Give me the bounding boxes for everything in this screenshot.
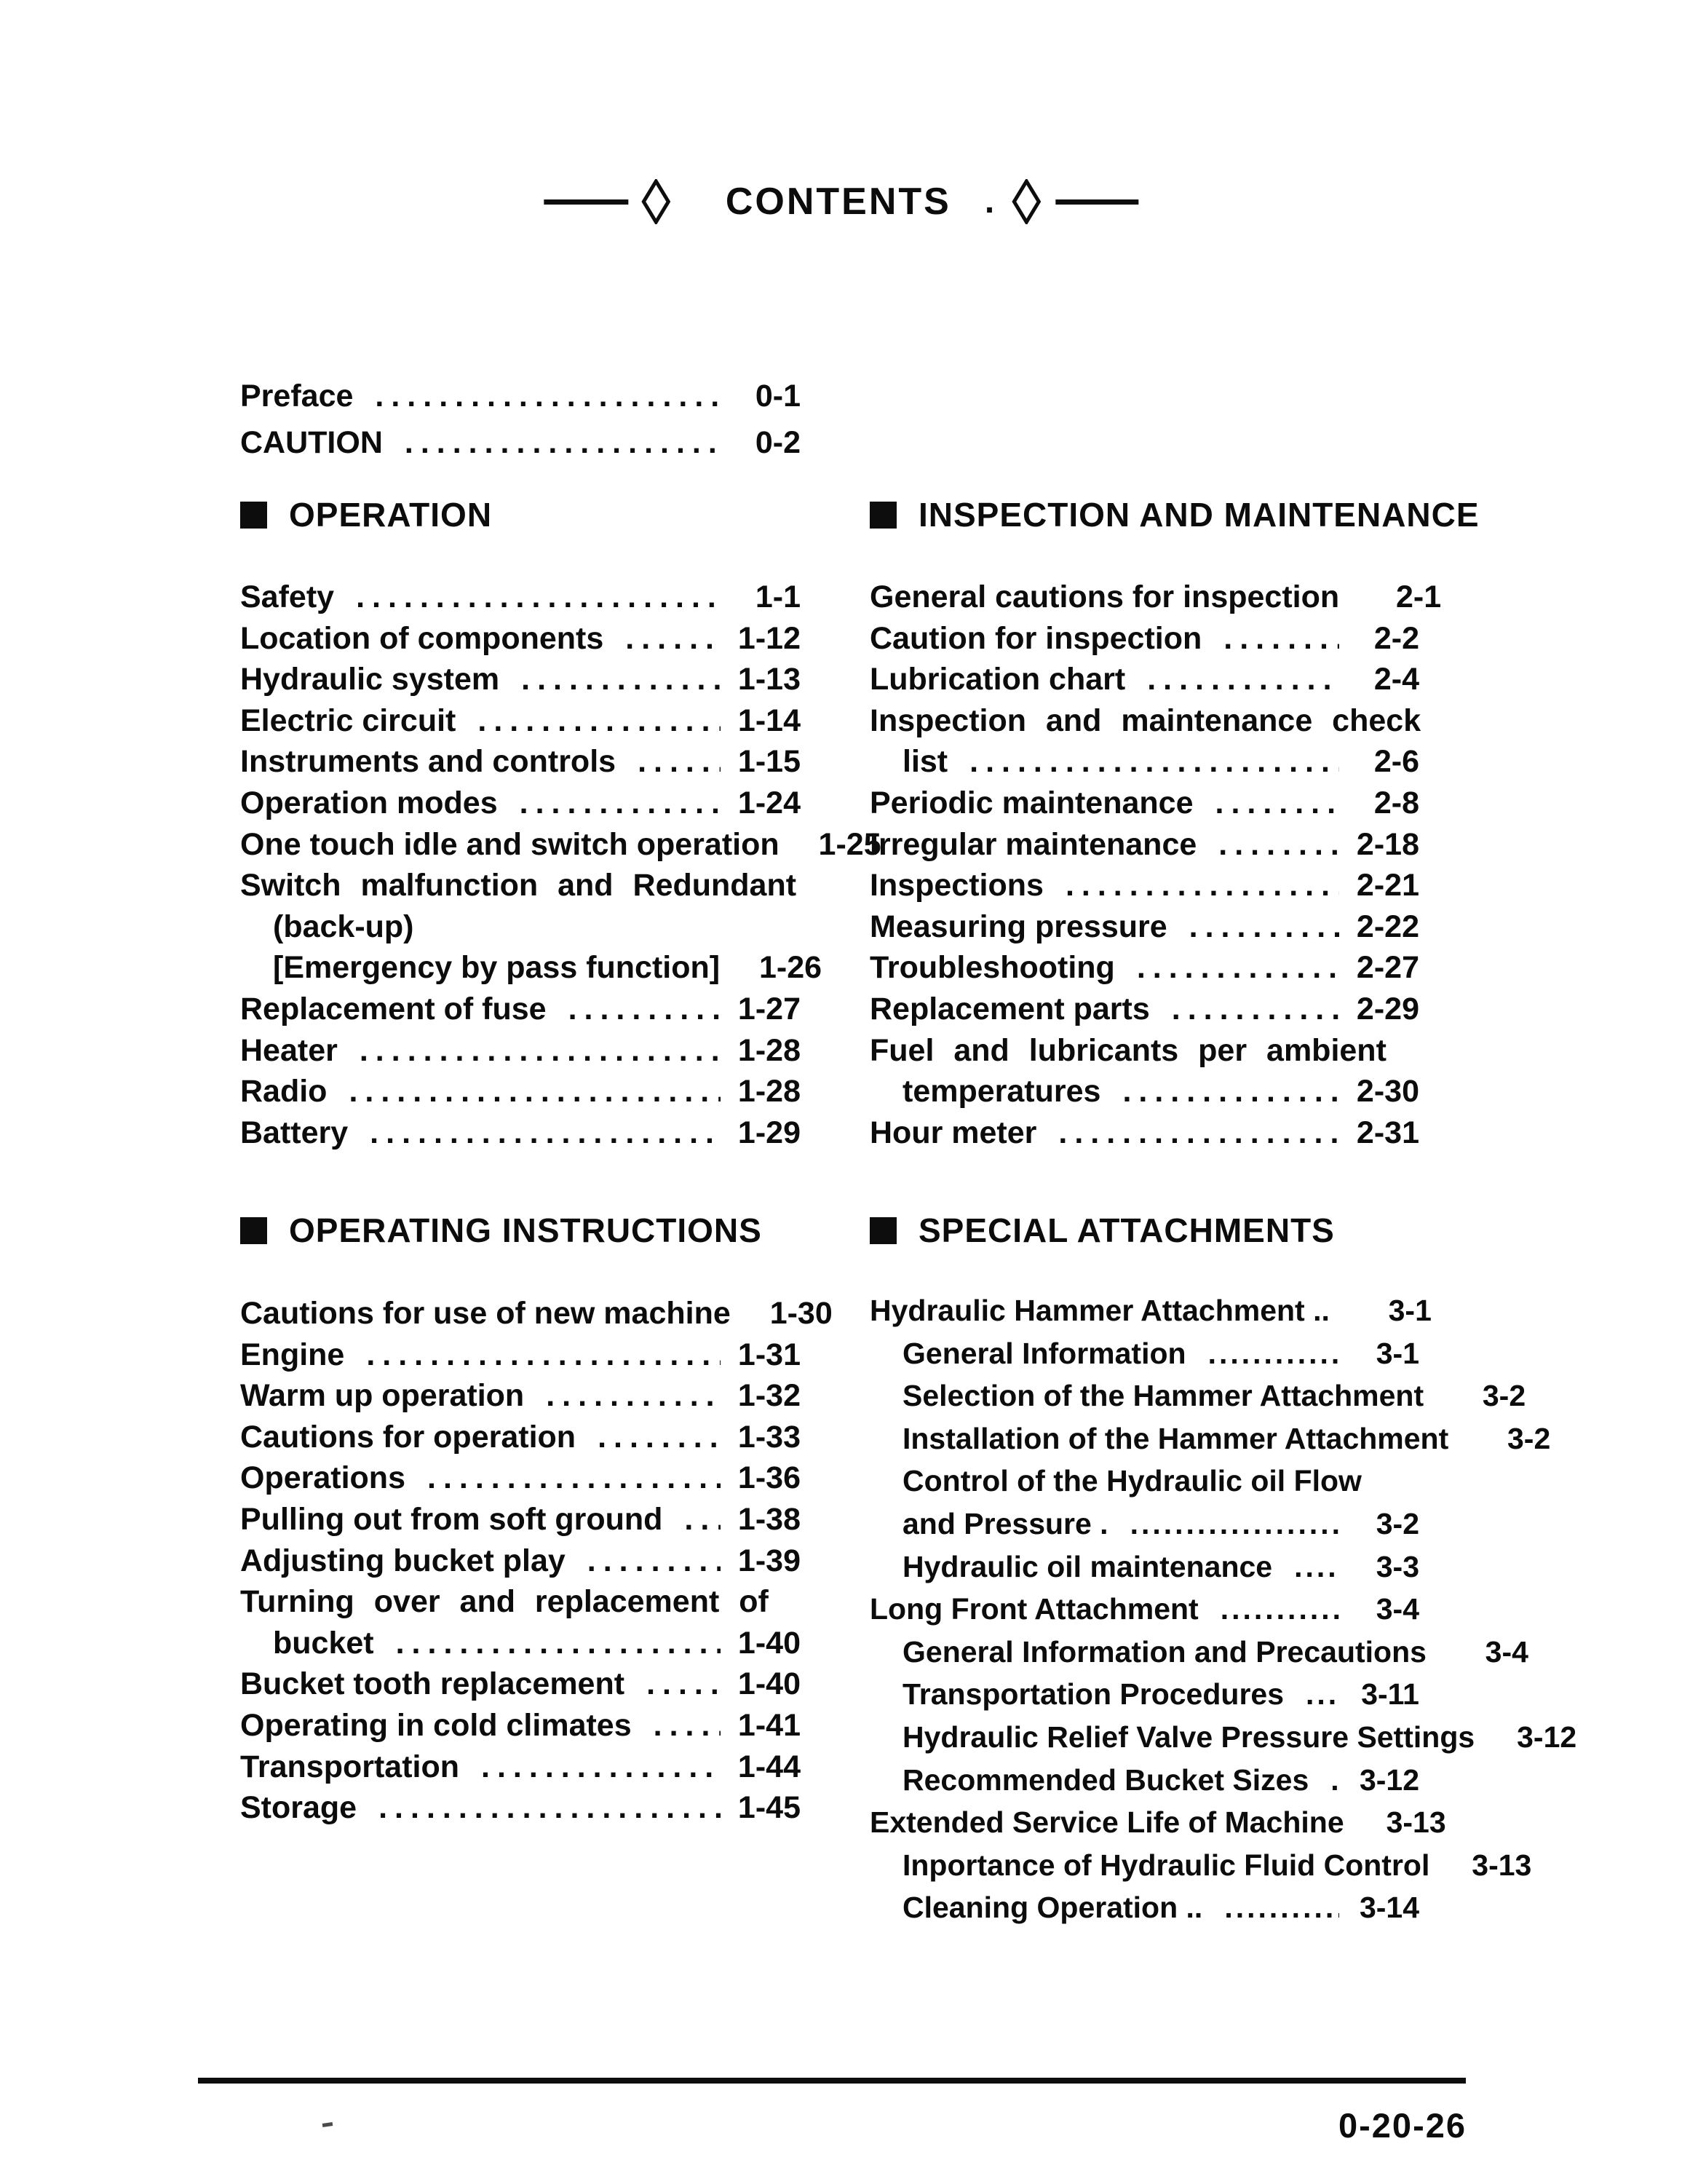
toc-entry <box>870 1673 1419 1716</box>
dot-leader <box>360 1030 721 1072</box>
toc-entry-label: Installation of the Hammer Attachment <box>903 1421 1449 1455</box>
toc-entry <box>240 1623 801 1664</box>
toc-entry <box>240 741 801 783</box>
toc-entry-page: 1-40 <box>737 1625 801 1661</box>
toc-entry-label: Hour meter <box>870 1115 1037 1150</box>
dot-leader <box>1172 989 1339 1030</box>
toc-entry <box>240 1499 801 1540</box>
section-title: OPERATING INSTRUCTIONS <box>289 1211 762 1249</box>
toc-entry-page: 2-30 <box>1356 1074 1419 1109</box>
toc-entry-label: Cautions for operation <box>240 1419 576 1455</box>
square-bullet-icon <box>870 1217 897 1244</box>
section-title: OPERATION <box>289 496 493 534</box>
header-rule-right <box>1055 199 1138 205</box>
toc-entry <box>870 741 1419 783</box>
toc-entry-page: 2-22 <box>1356 909 1419 944</box>
toc-entry-label: Battery <box>240 1115 349 1150</box>
toc-entry <box>240 865 801 906</box>
dot-leader <box>1306 1673 1339 1716</box>
toc-entry <box>240 783 801 824</box>
dot-leader <box>646 1663 721 1705</box>
dot-leader <box>378 1787 721 1829</box>
dot-leader <box>375 373 721 419</box>
toc-entry-label: Inspection and maintenance check <box>870 703 1421 738</box>
toc-entry-label: Selection of the Hammer Attachment <box>903 1379 1424 1413</box>
dot-leader <box>1294 1546 1339 1588</box>
toc-entry-label: One touch idle and switch operation <box>240 826 779 862</box>
dot-leader <box>638 741 721 783</box>
toc-entry <box>240 1746 801 1788</box>
separator-dot: . <box>984 182 995 221</box>
dot-leader <box>1189 906 1339 948</box>
toc-entry-page: 1-45 <box>737 1790 801 1826</box>
toc-entry-page: 3-12 <box>1359 1762 1419 1797</box>
toc-entry-label: Cleaning Operation .. <box>903 1891 1203 1925</box>
toc-entry-page: 3-2 <box>1376 1506 1419 1540</box>
toc-entry <box>240 700 801 742</box>
toc-entry-label: Replacement parts <box>870 991 1150 1026</box>
dot-leader <box>1330 1759 1339 1802</box>
toc-entry <box>240 1540 801 1582</box>
dot-leader <box>366 1334 721 1376</box>
toc-entry-label: Heater <box>240 1032 338 1068</box>
header-rule-left <box>544 199 628 205</box>
toc-entry-label: bucket <box>273 1625 374 1661</box>
toc-entry-label: Bucket tooth replacement <box>240 1666 625 1702</box>
toc-entry <box>240 906 801 948</box>
dot-leader <box>654 1705 721 1746</box>
toc-entry <box>240 824 881 866</box>
toc-entry <box>870 1289 1432 1332</box>
toc-entry-label: Periodic maintenance <box>870 785 1194 820</box>
dot-leader <box>568 989 721 1030</box>
toc-entry-label: Instruments and controls <box>240 744 616 780</box>
toc-entry-label: temperatures <box>903 1074 1101 1109</box>
dot-leader <box>481 1746 721 1788</box>
dot-leader <box>587 1540 721 1582</box>
toc-entry-page: 3-12 <box>1517 1720 1577 1754</box>
section-heading-inspection-and-maintenance <box>870 496 1480 534</box>
toc-entry-label: Transportation Procedures <box>903 1677 1285 1712</box>
scan-artifact-mark <box>322 2122 333 2127</box>
dot-leader <box>370 1112 721 1154</box>
footer-rule <box>198 2078 1466 2084</box>
toc-entry <box>240 947 822 989</box>
toc-entry-page: 3-4 <box>1485 1634 1528 1669</box>
toc-entry <box>870 947 1419 989</box>
toc-entry-page: 1-28 <box>737 1074 801 1109</box>
toc-entry-page: 2-8 <box>1373 785 1419 820</box>
dot-leader <box>1147 659 1339 700</box>
toc-entry-label: and Pressure . <box>903 1506 1108 1540</box>
dot-leader <box>521 659 721 700</box>
toc-entry-label: Location of components <box>240 620 604 656</box>
toc-entry-page: 2-6 <box>1373 744 1419 780</box>
toc-entry-page: 2-31 <box>1356 1115 1419 1150</box>
toc-entry-label: Radio <box>240 1074 328 1109</box>
toc-entry-label: Hydraulic Relief Valve Pressure Settings <box>903 1720 1475 1754</box>
toc-entry-page: 1-44 <box>737 1749 801 1784</box>
square-bullet-icon <box>870 502 897 529</box>
toc-entry-page: 1-15 <box>737 744 801 780</box>
dot-leader <box>405 419 721 466</box>
toc-entry-page: 1-12 <box>737 620 801 656</box>
toc-entry-page: 1-13 <box>737 662 801 697</box>
toc-entry-label: Adjusting bucket play <box>240 1543 566 1578</box>
toc-entry-label: Switch malfunction and Redundant <box>240 868 797 903</box>
dot-leader <box>684 1499 721 1540</box>
toc-entry-page: 1-30 <box>769 1296 833 1331</box>
toc-entry-page: 1-14 <box>737 703 801 738</box>
dot-leader <box>1224 1886 1339 1929</box>
toc-entry-label: Operation modes <box>240 785 498 820</box>
toc-entry-page: 1-31 <box>737 1337 801 1372</box>
toc-entry <box>870 865 1419 906</box>
dot-leader <box>625 618 721 660</box>
toc-entry-label: General cautions for inspection <box>870 579 1340 614</box>
toc-entry <box>870 1844 1532 1887</box>
toc-entry-page: 3-13 <box>1386 1805 1446 1840</box>
toc-entry-label: Control of the Hydraulic oil Flow <box>903 1464 1362 1498</box>
toc-entry-label: Inspections <box>870 868 1044 903</box>
toc-entry-page: 1-40 <box>737 1666 801 1702</box>
square-bullet-icon <box>240 1217 267 1244</box>
toc-entry <box>240 659 801 700</box>
toc-entry-label: Recommended Bucket Sizes <box>903 1762 1309 1797</box>
dot-leader <box>1215 783 1340 824</box>
toc-entry <box>870 577 1442 618</box>
toc-entry-label: Inportance of Hydraulic Fluid Control <box>903 1848 1430 1882</box>
toc-entry-page: 1-39 <box>737 1543 801 1578</box>
toc-entry <box>240 1293 833 1334</box>
toc-list-special-attachments <box>870 1289 1577 1929</box>
toc-entry-page: 1-27 <box>737 991 801 1026</box>
toc-entry-page: 3-1 <box>1388 1294 1432 1327</box>
toc-entry-page: 3-4 <box>1376 1592 1419 1626</box>
dot-leader <box>1058 1112 1339 1154</box>
diamond-icon <box>1012 179 1041 224</box>
dot-leader <box>1208 1332 1339 1375</box>
page-title: CONTENTS <box>725 181 951 223</box>
toc-entry-label: Measuring pressure <box>870 909 1167 944</box>
toc-entry-page: 1-28 <box>737 1032 801 1068</box>
toc-entry-page: 1-38 <box>737 1501 801 1537</box>
toc-entry <box>240 1030 801 1072</box>
toc-entry <box>240 1071 801 1112</box>
toc-entry-label: Long Front Attachment <box>870 1592 1199 1626</box>
toc-entry-label: Engine <box>240 1337 345 1372</box>
toc-entry-label: Troubleshooting <box>870 950 1115 986</box>
dot-leader <box>356 577 721 618</box>
page-number: 0-20-26 <box>1338 2106 1467 2145</box>
toc-entry-label: Operating in cold climates <box>240 1707 632 1743</box>
toc-entry-label: Caution for inspection <box>870 620 1202 656</box>
square-bullet-icon <box>240 502 267 529</box>
toc-entry <box>240 618 801 660</box>
toc-entry <box>870 1374 1526 1417</box>
section-title: INSPECTION AND MAINTENANCE <box>919 496 1480 534</box>
toc-entry-label: Operations <box>240 1460 405 1496</box>
toc-entry-label: [Emergency by pass function] <box>273 950 721 986</box>
toc-entry <box>870 1332 1419 1375</box>
toc-entry-label: Electric circuit <box>240 703 456 738</box>
toc-entry-page: 1-32 <box>737 1378 801 1414</box>
toc-entry <box>240 1457 801 1499</box>
toc-entry <box>870 989 1419 1030</box>
toc-entry-label: Hydraulic oil maintenance <box>903 1549 1273 1583</box>
toc-list-operation <box>240 577 881 1153</box>
toc-entry <box>870 618 1419 660</box>
toc-entry-label: Safety <box>240 579 335 614</box>
toc-entry-label: Irregular maintenance <box>870 826 1197 862</box>
toc-entry-label: Lubrication chart <box>870 662 1126 697</box>
toc-entry-page: 1-36 <box>737 1460 801 1496</box>
toc-entry <box>870 1759 1419 1802</box>
toc-entry-page: 1-26 <box>759 950 822 986</box>
toc-entry <box>240 1581 801 1623</box>
toc-entry <box>870 1631 1528 1674</box>
toc-entry-page: 3-1 <box>1376 1336 1419 1370</box>
toc-entry <box>870 1886 1419 1929</box>
toc-entry <box>870 1030 1419 1072</box>
toc-entry-label: (back-up) <box>273 909 414 944</box>
toc-entry <box>870 1417 1551 1460</box>
toc-entry-page: 1-33 <box>737 1419 801 1455</box>
section-heading-special-attachments <box>870 1211 1335 1249</box>
toc-entry <box>240 1334 801 1376</box>
toc-entry <box>240 1375 801 1417</box>
toc-entry-label: General Information <box>903 1336 1186 1370</box>
toc-entry <box>870 1112 1419 1154</box>
toc-entry <box>870 659 1419 700</box>
toc-entry-page: 3-13 <box>1472 1848 1532 1882</box>
toc-entry-label: Preface <box>240 379 354 414</box>
toc-entry-label: Storage <box>240 1790 357 1826</box>
dot-leader <box>1223 618 1339 660</box>
toc-entry-page: 2-4 <box>1373 662 1419 697</box>
toc-entry <box>240 1417 801 1458</box>
toc-entry-label: Pulling out from soft ground <box>240 1501 663 1537</box>
toc-entry-page: 2-21 <box>1356 868 1419 903</box>
contents-header <box>544 179 1138 224</box>
toc-list-operating-instructions <box>240 1293 833 1829</box>
toc-entry <box>240 373 801 419</box>
toc-entry-label: General Information and Precautions <box>903 1634 1427 1669</box>
toc-entry-label: Replacement of fuse <box>240 991 547 1026</box>
dot-leader <box>1130 1503 1339 1546</box>
toc-entry-label: CAUTION <box>240 425 383 460</box>
toc-entry-page: 3-11 <box>1361 1677 1419 1712</box>
toc-entry-page: 1-25 <box>818 826 881 862</box>
toc-entry-page: 3-14 <box>1359 1891 1419 1925</box>
toc-entry-label: list <box>903 744 948 780</box>
toc-entry-label: Cautions for use of new machine <box>240 1296 731 1331</box>
dot-leader <box>396 1623 721 1664</box>
toc-entry-page: 0-2 <box>755 425 801 460</box>
dot-leader <box>969 741 1339 783</box>
toc-list-inspection-and-maintenance <box>870 577 1442 1153</box>
section-heading-operation <box>240 496 493 534</box>
toc-entry-page: 1-1 <box>755 579 801 614</box>
toc-entry <box>240 989 801 1030</box>
toc-entry-page: 1-29 <box>737 1115 801 1150</box>
toc-entry <box>870 1716 1577 1759</box>
dot-leader <box>546 1375 721 1417</box>
toc-entry-page: 2-29 <box>1356 991 1419 1026</box>
toc-entry <box>870 906 1419 948</box>
toc-entry <box>870 1071 1419 1112</box>
toc-entry-page: 0-1 <box>755 379 801 414</box>
toc-entry <box>870 1588 1419 1631</box>
toc-entry <box>870 1801 1446 1844</box>
toc-entry <box>870 783 1419 824</box>
dot-leader <box>1218 824 1339 866</box>
toc-entry <box>870 1546 1419 1588</box>
toc-entry-label: Extended Service Life of Machine <box>870 1805 1344 1840</box>
dot-leader <box>1221 1588 1339 1631</box>
toc-entry-label: Turning over and replacement of <box>240 1584 769 1620</box>
toc-entry-label: Transportation <box>240 1749 460 1784</box>
section-title: SPECIAL ATTACHMENTS <box>919 1211 1335 1249</box>
toc-entry-label: Fuel and lubricants per ambient <box>870 1032 1387 1068</box>
toc-entry-page: 1-41 <box>737 1707 801 1743</box>
toc-entry-page: 2-1 <box>1395 579 1442 614</box>
toc-entry-page: 2-18 <box>1356 826 1419 862</box>
toc-entry <box>240 419 801 466</box>
toc-entry-label: Hydraulic system <box>240 662 500 697</box>
toc-entry-page: 2-2 <box>1373 620 1419 656</box>
toc-entry <box>870 700 1419 742</box>
section-heading-operating-instructions <box>240 1211 762 1249</box>
toc-entry-page: 3-2 <box>1507 1421 1551 1455</box>
dot-leader <box>349 1071 721 1112</box>
dot-leader <box>520 783 721 824</box>
toc-entry <box>240 577 801 618</box>
toc-entry <box>240 1787 801 1829</box>
dot-leader <box>598 1417 721 1458</box>
toc-entry-page: 3-3 <box>1376 1549 1419 1583</box>
toc-entry-page: 1-24 <box>737 785 801 820</box>
toc-entry <box>240 1705 801 1746</box>
diamond-icon <box>641 179 670 224</box>
dot-leader <box>1066 865 1339 906</box>
toc-entry-label: Hydraulic Hammer Attachment .. <box>870 1294 1330 1327</box>
toc-entry <box>240 1663 801 1705</box>
toc-entry <box>870 1503 1419 1546</box>
toc-entry-page: 2-27 <box>1356 950 1419 986</box>
dot-leader <box>477 700 721 742</box>
toc-entry-label: Warm up operation <box>240 1378 525 1414</box>
toc-entry <box>870 1460 1419 1503</box>
dot-leader <box>1122 1071 1339 1112</box>
toc-entry <box>240 1112 801 1154</box>
dot-leader <box>427 1457 721 1499</box>
dot-leader <box>1137 947 1339 989</box>
toc-entry <box>870 824 1419 866</box>
toc-entry-page: 3-2 <box>1482 1379 1526 1413</box>
front-matter-list <box>240 373 801 466</box>
